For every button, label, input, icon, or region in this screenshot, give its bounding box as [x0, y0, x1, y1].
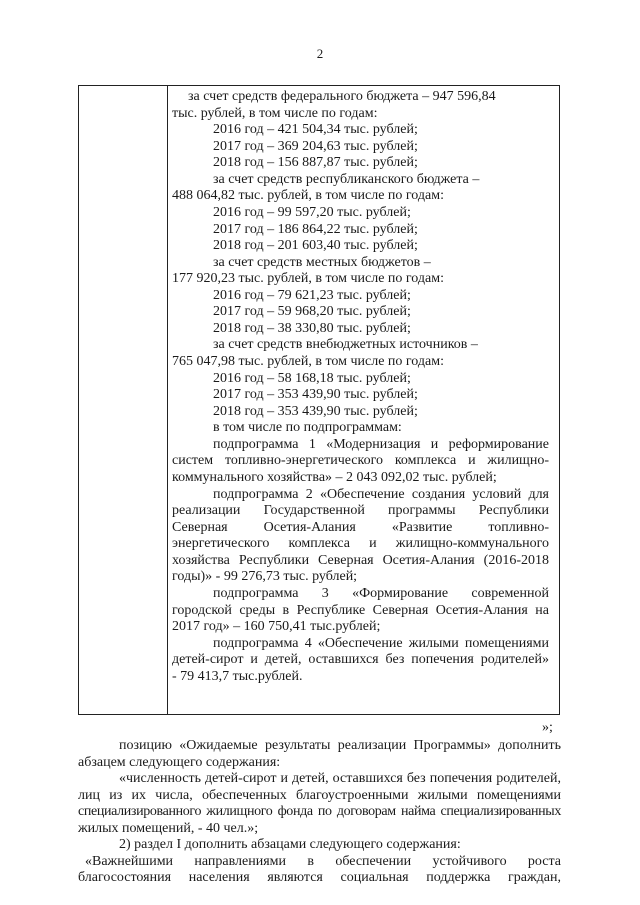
cell-line: 2017 год – 369 204,63 тыс. рублей;: [213, 139, 418, 154]
body-line: жилых помещений, - 40 чел.»;: [78, 821, 259, 836]
cell-line: подпрограмма 1 «Модернизация и реформирование: [213, 437, 549, 452]
table-left-cell: [78, 85, 167, 715]
cell-line: 2018 год – 353 439,90 тыс. рублей;: [213, 404, 418, 419]
cell-line: коммунального хозяйства» – 2 043 092,02 тыс. рублей;: [172, 470, 497, 485]
cell-line: - 79 413,7 тыс.рублей.: [172, 669, 303, 684]
cell-line: 488 064,82 тыс. рублей, в том числе по годам:: [172, 188, 444, 203]
closing-quote: »;: [542, 720, 553, 735]
cell-line: 2016 год – 421 504,34 тыс. рублей;: [213, 122, 418, 137]
cell-line: подпрограмма 4 «Обеспечение жилыми помещениями: [213, 636, 549, 651]
cell-line: городской среды в Республике Северная Осетия-Алания на: [172, 603, 549, 618]
cell-line: реализации Государственной программы Республики: [172, 503, 549, 518]
cell-line: 2016 год – 99 597,20 тыс. рублей;: [213, 205, 411, 220]
cell-line: 2018 год – 156 887,87 тыс. рублей;: [213, 155, 418, 170]
cell-line: Северная Осетия-Алания «Развитие топливно-: [172, 520, 549, 535]
cell-line: 2017 год – 59 968,20 тыс. рублей;: [213, 304, 411, 319]
cell-line: 2017 год» – 160 750,41 тыс.рублей;: [172, 619, 381, 634]
cell-line: 2016 год – 79 621,23 тыс. рублей;: [213, 288, 411, 303]
cell-line: 2017 год – 186 864,22 тыс. рублей;: [213, 222, 418, 237]
cell-line: тыс. рублей, в том числе по годам:: [172, 106, 378, 121]
cell-line: в том числе по подпрограммам:: [213, 420, 402, 435]
page-number: 2: [316, 46, 324, 61]
body-line: «Важнейшими направлениями в обеспечении устойчивого роста: [85, 854, 561, 869]
cell-line: 765 047,98 тыс. рублей, в том числе по годам:: [172, 354, 444, 369]
body-line: абзацем следующего содержания:: [78, 755, 281, 770]
cell-line: 2018 год – 201 603,40 тыс. рублей;: [213, 238, 418, 253]
cell-line: энергетического комплекса и жилищно-коммунального: [172, 536, 549, 551]
cell-line: подпрограмма 3 «Формирование современной: [213, 586, 549, 601]
body-line: лиц из их числа, обеспеченных благоустроенными жилыми помещениями: [78, 788, 561, 803]
body-line: благосостояния населения являются социальная поддержка граждан,: [78, 870, 561, 885]
cell-line: годы)» - 99 276,73 тыс. рублей;: [172, 569, 358, 584]
cell-line: 2018 год – 38 330,80 тыс. рублей;: [213, 321, 411, 336]
cell-line: за счет средств республиканского бюджета –: [213, 172, 480, 187]
body-line: специализированного жилищного фонда по договорам найма специализированных: [78, 804, 561, 819]
cell-line: за счет средств федерального бюджета – 947 596,84: [188, 89, 496, 104]
cell-line: 2016 год – 58 168,18 тыс. рублей;: [213, 371, 411, 386]
cell-line: за счет средств местных бюджетов –: [213, 255, 431, 270]
cell-line: подпрограмма 2 «Обеспечение создания условий для: [213, 487, 549, 502]
cell-line: систем топливно-энергетического комплекса и жилищно-: [172, 453, 549, 468]
cell-line: 177 920,23 тыс. рублей, в том числе по годам:: [172, 271, 444, 286]
cell-line: детей-сирот и детей, оставшихся без попечения родителей»: [172, 652, 549, 667]
cell-line: хозяйства Республики Северная Осетия-Алания (2016-2018: [172, 553, 549, 568]
body-line: 2) раздел I дополнить абзацами следующего содержания:: [119, 837, 461, 852]
body-line: позицию «Ожидаемые результаты реализации Программы» дополнить: [119, 738, 561, 753]
cell-line: за счет средств внебюджетных источников –: [213, 337, 478, 352]
cell-line: 2017 год – 353 439,90 тыс. рублей;: [213, 387, 418, 402]
body-line: «численность детей-сирот и детей, оставшихся без попечения родителей,: [119, 771, 561, 786]
